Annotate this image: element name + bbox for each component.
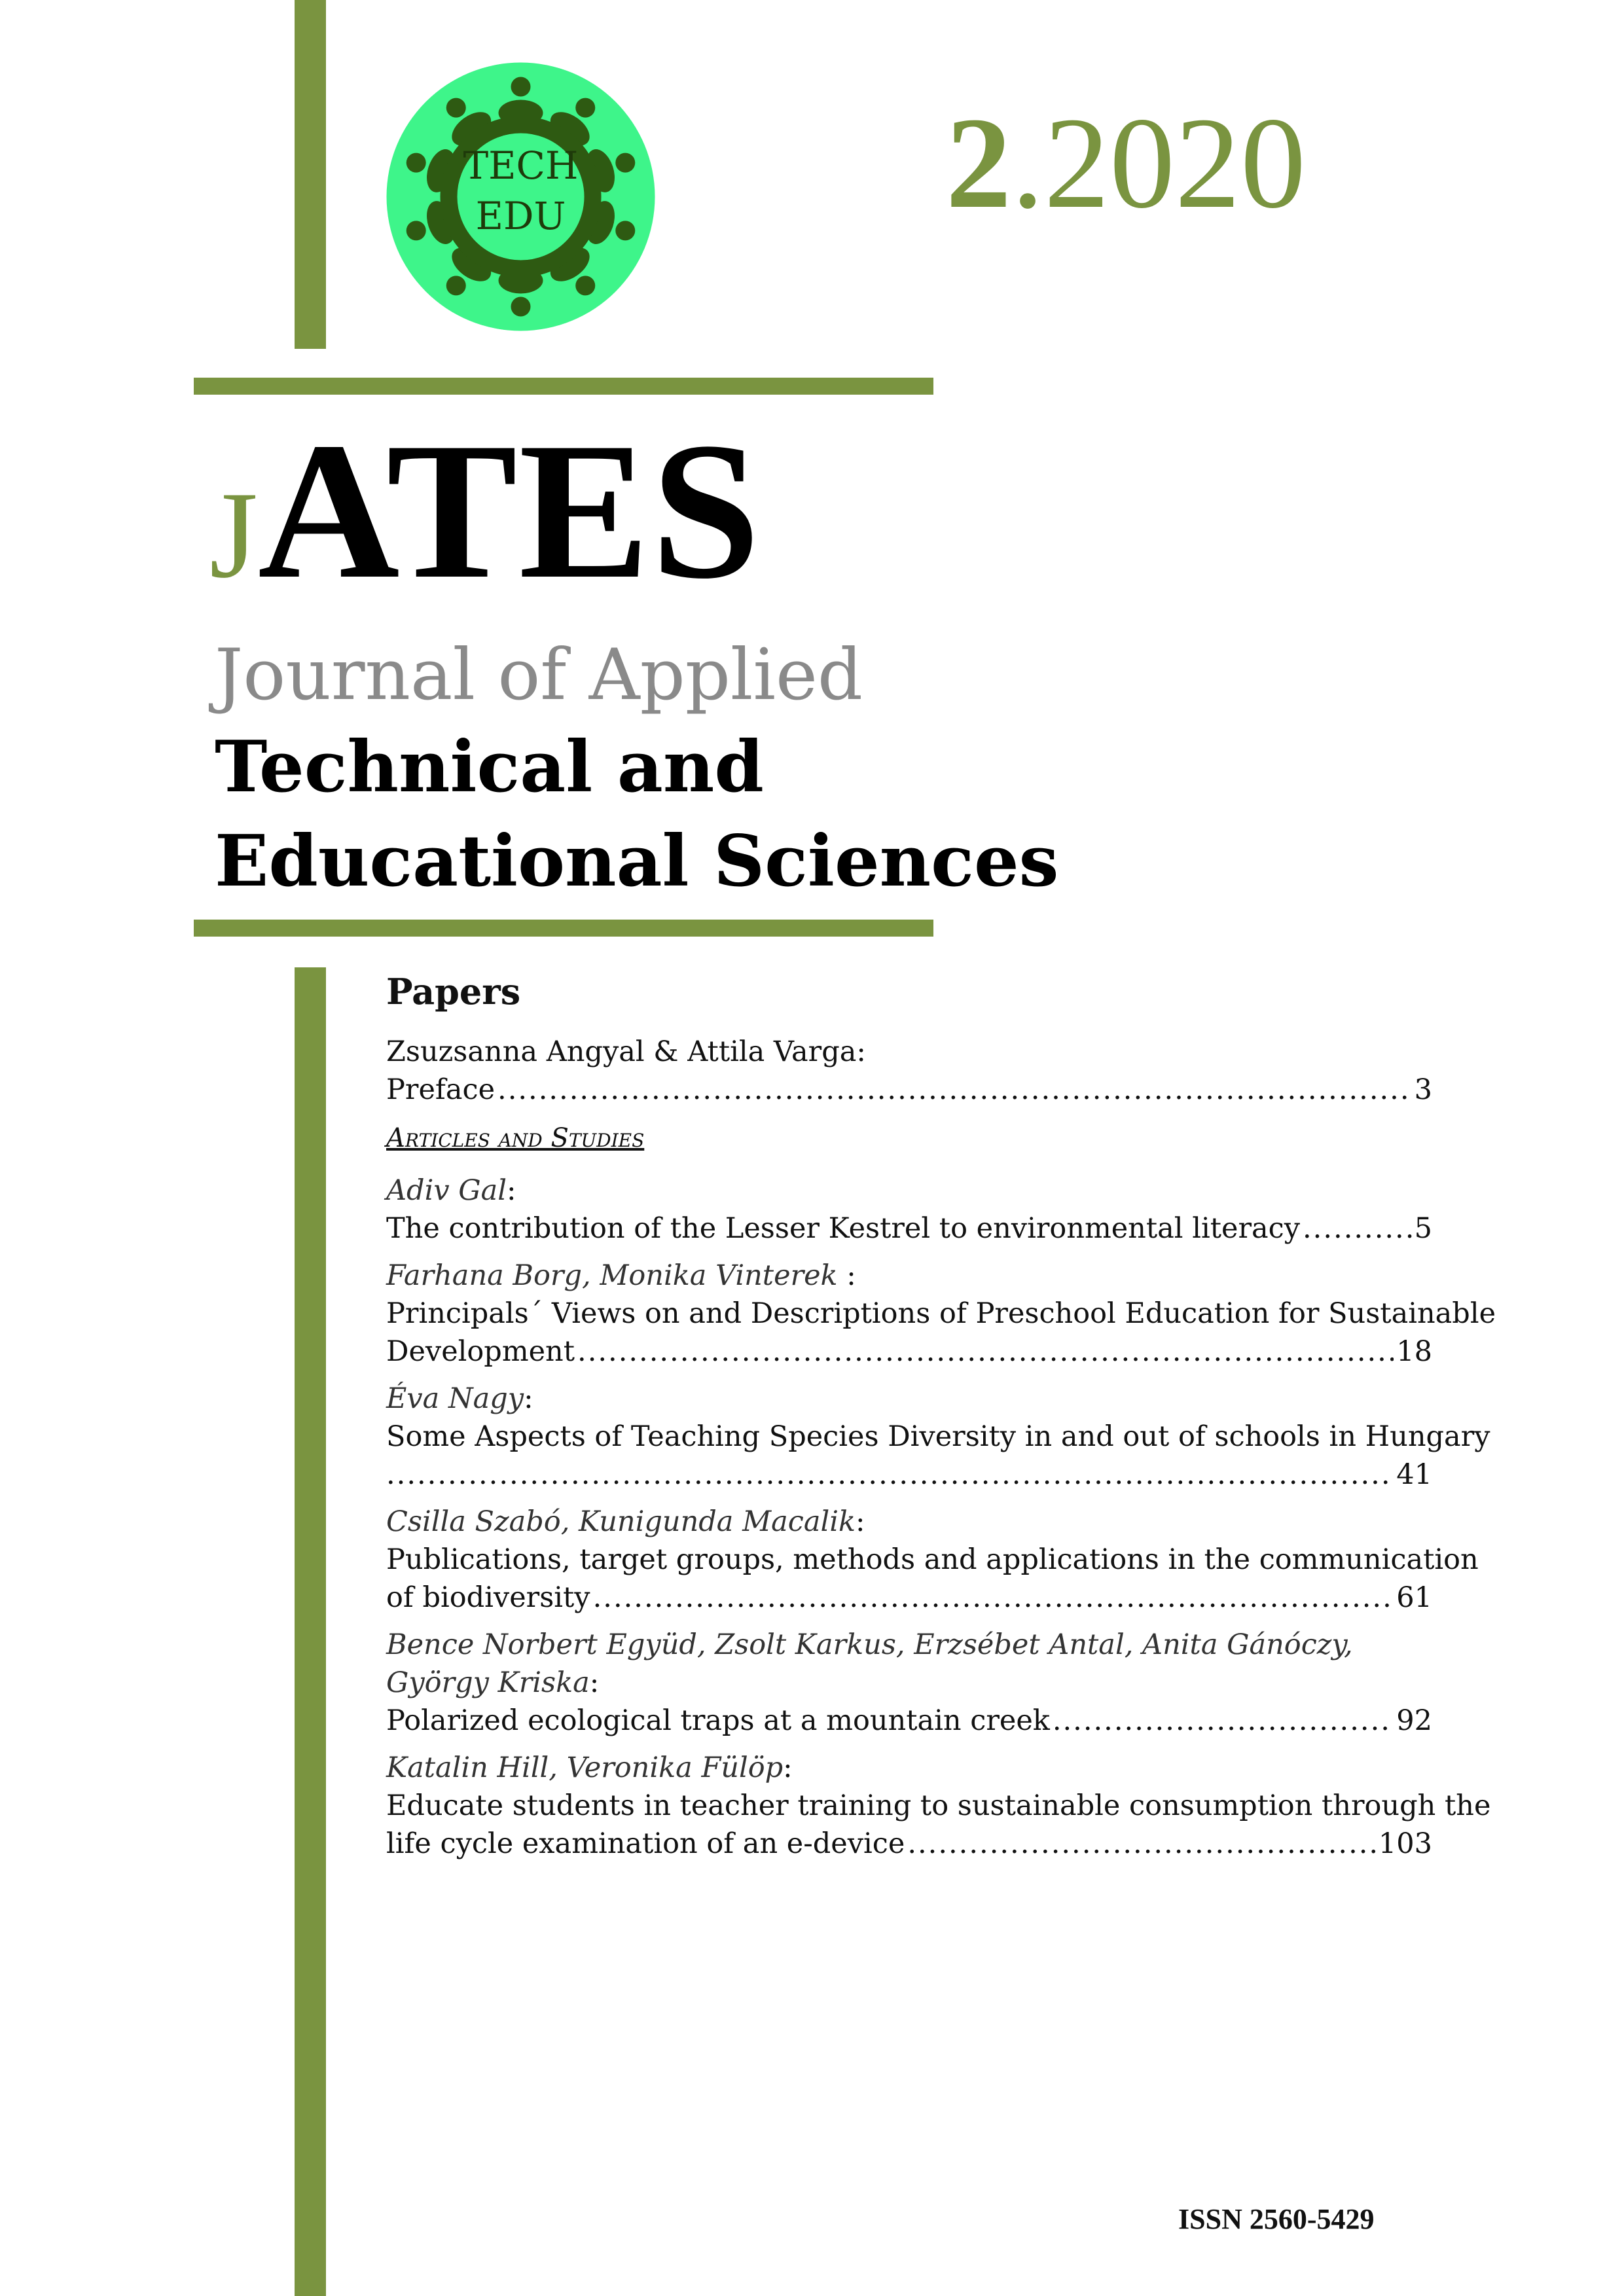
upper-horizontal-rule	[194, 378, 933, 395]
dot-leader	[386, 1456, 1394, 1494]
article-author: Katalin Hill, Veronika Fülöp	[386, 1751, 784, 1784]
article-entry	[386, 1749, 1491, 1863]
article-page: 61	[1396, 1581, 1432, 1614]
article-author-suffix: :	[837, 1259, 856, 1292]
article-title-line: Educate students in teacher training to sustainable consumption through the	[386, 1789, 1491, 1822]
tech-edu-logo	[382, 58, 660, 336]
preface-page: 3	[1414, 1073, 1432, 1106]
article-list	[386, 1172, 1496, 1863]
article-title-end: The contribution of the Lesser Kestrel to environmental literacy	[386, 1212, 1301, 1245]
article-author-line	[386, 1380, 1432, 1418]
table-of-contents	[386, 969, 1496, 1872]
preface-line	[386, 1071, 1432, 1109]
issue-number	[946, 91, 1306, 236]
article-last-line	[386, 1456, 1432, 1494]
subtitle-line2: Technical and	[215, 726, 764, 808]
article-last-line	[386, 1825, 1432, 1863]
article-author-suffix: :	[589, 1666, 600, 1699]
article-author-line	[386, 1257, 1432, 1295]
article-last-line	[386, 1210, 1432, 1247]
article-author-suffix: :	[856, 1505, 865, 1538]
article-author-suffix: :	[507, 1174, 516, 1207]
article-entry	[386, 1257, 1496, 1371]
article-page: 18	[1396, 1335, 1432, 1368]
preface-entry	[386, 1033, 1432, 1109]
article-page: 41	[1396, 1458, 1432, 1491]
article-author: Adiv Gal	[386, 1174, 507, 1207]
article-title-line: Publications, target groups, methods and applications in the communication	[386, 1543, 1479, 1576]
dot-leader	[1053, 1702, 1394, 1740]
lower-horizontal-rule	[194, 920, 933, 937]
article-page: 92	[1396, 1704, 1432, 1737]
article-author: Bence Norbert Együd, Zsolt Karkus, Erzsébet Antal, Anita Gánóczy, György Kriska	[386, 1628, 1353, 1699]
issn: ISSN 2560-5429	[1178, 2203, 1375, 2235]
article-last-line	[386, 1333, 1432, 1371]
person-head	[446, 98, 466, 118]
preface-title: Preface	[386, 1073, 496, 1106]
article-last-line	[386, 1579, 1432, 1617]
dot-leader	[593, 1579, 1394, 1617]
person-head	[511, 297, 531, 317]
article-author-line	[386, 1749, 1432, 1787]
person-head	[615, 153, 635, 173]
dot-leader	[577, 1333, 1394, 1371]
subtitle-line1: Journal of Applied	[215, 634, 863, 716]
preface-author: Zsuzsanna Angyal & Attila Varga:	[386, 1035, 866, 1068]
issue-year: .2020	[1011, 91, 1306, 236]
person-head	[406, 221, 426, 240]
article-author: Farhana Borg, Monika Vinterek	[386, 1259, 838, 1292]
person-head	[406, 153, 426, 173]
article-entry	[386, 1172, 1432, 1247]
article-author-suffix: :	[524, 1382, 533, 1415]
article-author: Csilla Szabó, Kunigunda Macalik	[386, 1505, 856, 1538]
masthead-ates: ATES	[257, 402, 762, 619]
article-author-line	[386, 1172, 1432, 1210]
article-last-line	[386, 1702, 1432, 1740]
person-head	[575, 276, 595, 295]
person-head	[615, 221, 635, 240]
article-page: 103	[1378, 1827, 1432, 1860]
article-title-line: Principals´ Views on and Descriptions of Preschool Education for Sustainable	[386, 1297, 1496, 1330]
section-label: Articles and Studies	[386, 1123, 645, 1153]
person-head	[511, 77, 531, 97]
article-title-end: Development	[386, 1335, 575, 1368]
article-entry	[386, 1503, 1479, 1617]
article-page: 5	[1414, 1212, 1432, 1245]
article-author-line	[386, 1626, 1432, 1702]
logo-line1: TECH	[463, 143, 579, 188]
issue-num: 2	[946, 91, 1011, 236]
article-title-line: Some Aspects of Teaching Species Diversity in and out of schools in Hungary	[386, 1420, 1490, 1453]
journal-masthead	[209, 402, 762, 619]
article-title-end: Polarized ecological traps at a mountain creek	[386, 1704, 1050, 1737]
article-entry	[386, 1380, 1490, 1494]
person-head	[446, 276, 466, 295]
logo-line2: EDU	[475, 194, 566, 238]
dot-leader	[497, 1071, 1412, 1109]
article-author-suffix: :	[783, 1751, 793, 1784]
article-author-line	[386, 1503, 1432, 1541]
person-head	[575, 98, 595, 118]
article-entry	[386, 1626, 1432, 1740]
toc-heading: Papers	[386, 971, 521, 1013]
dot-leader	[907, 1825, 1376, 1863]
masthead-j: J	[209, 467, 258, 604]
dot-leader	[1303, 1210, 1412, 1247]
article-title-end: life cycle examination of an e-device	[386, 1827, 905, 1860]
subtitle-line3: Educational Sciences	[215, 820, 1059, 903]
article-author: Éva Nagy	[386, 1382, 524, 1415]
top-vertical-bar	[295, 0, 326, 349]
article-title-end: of biodiversity	[386, 1581, 590, 1614]
bottom-vertical-bar	[295, 967, 326, 2296]
